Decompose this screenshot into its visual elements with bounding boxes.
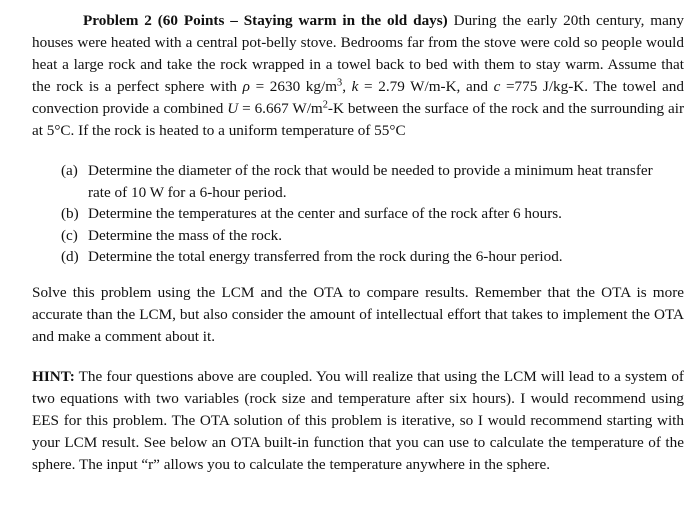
question-tag: (c) [61,226,78,244]
problem-statement [32,10,684,142]
k-value: = 2.79 W/m-K, and [358,78,494,95]
question-item [61,203,684,225]
instructions-paragraph: Solve this problem using the LCM and the OTA to compare results. Remember that the OTA is more accurate than the LCM, but also consider the amount of intellectual effort that takes to implement the OTA and make a comment about it. [32,283,684,345]
k-symbol: k [351,78,359,95]
c-symbol: c [493,78,501,95]
question-text: Determine the temperatures at the center and surface of the rock after 6 hours. [88,205,562,223]
u-exponent: 2 [322,99,328,111]
hint-paragraph [32,366,684,476]
question-item [61,225,684,247]
question-text: Determine the diameter of the rock that would be needed to provide a minimum heat transfer rate of 10 W for a 6-hour period. [88,162,653,201]
u-value: = 6.667 W/m [238,100,323,117]
c-value: =775 J/kg-K. The towel and convection provide a combined [32,78,684,117]
rho-symbol: ρ [242,78,250,95]
question-tag: (a) [61,162,78,179]
intro-text-a: During the early 20th century, many houses were heated with a central pot-belly stove. Bedrooms far from the stove were cold so people would heat a large rock and take the rock wrapped in a towel back to bed with them to stay warm. Assume that the rock is a perfect sphere with [32,12,684,95]
question-item [61,160,684,203]
question-tag: (d) [61,248,79,266]
rho-exponent: 3 [337,77,343,89]
problem-title: Problem 2 (60 Points – Staying warm in the old days) [83,12,448,29]
question-text: Determine the mass of the rock. [88,226,282,244]
k-prefix: , [342,78,352,95]
question-tag: (b) [61,205,79,223]
question-item [61,246,684,268]
question-list [32,160,684,268]
u-symbol: U [227,100,239,117]
hint-text: The four questions above are coupled. You will realize that using the LCM will lead to a system of two equations with two variables (rock size and temperature after six hours). I would recommend using EES for this problem. The OTA solution of this problem is iterative, so I would recommend starting with your LCM result. See below an OTA built-in function that you can use to calculate the temperature of the sphere. The input “r” allows you to calculate the temperature anywhere in the sphere. [32,367,684,473]
question-text: Determine the total energy transferred from the rock during the 6-hour period. [88,248,563,266]
intro-text-b: -K between the surface of the rock and the surrounding air at 5°C. If the rock is heated to a uniform temperature of 55°C [32,100,684,139]
hint-label: HINT: [32,367,75,385]
rho-value: = 2630 kg/m [249,78,338,95]
